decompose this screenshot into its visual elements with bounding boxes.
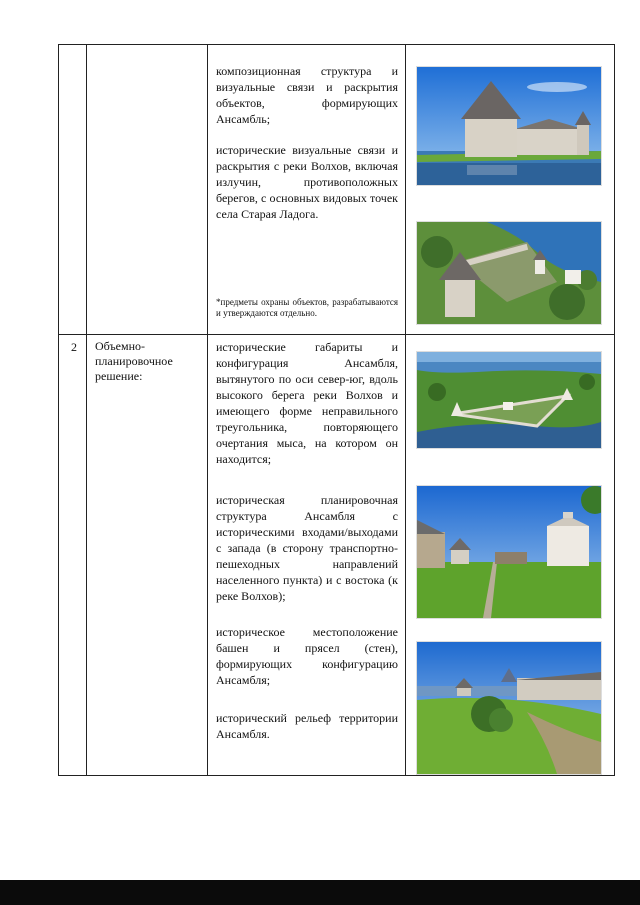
row-label bbox=[87, 45, 208, 335]
photo-cell bbox=[406, 45, 615, 335]
aerial-fortress-photo bbox=[416, 221, 602, 325]
paragraph: историческая планировочная структура Ансамбля с историческими входами/выходами с запада (в сторону транспортно-пешеходных направлений населенного пункта) и с востока (к реке Волхов); bbox=[216, 493, 398, 603]
row-number bbox=[59, 45, 87, 335]
paragraph: исторические габариты и конфигурация Ансамбля, вытянутого по оси север-юг, вдоль высокого берега реки Волхов и имеющего форме неправильного треугольника, повторяющего очертания мыса, на котором он находится; bbox=[216, 340, 398, 466]
paragraph: историческое местоположение башен и прясел (стен), формирующих конфигурацию Ансамбля; bbox=[216, 625, 398, 687]
photo-cell bbox=[406, 335, 615, 776]
rampart-walls-photo bbox=[416, 641, 602, 775]
description-cell bbox=[208, 335, 406, 776]
footnote: *предметы охраны объектов, разрабатываются и утверждаются отдельно. bbox=[216, 297, 398, 318]
aerial-ensemble-photo bbox=[416, 351, 602, 449]
protection-subject-table bbox=[58, 44, 615, 776]
fortress-tower-photo bbox=[416, 66, 602, 186]
description-cell bbox=[208, 45, 406, 335]
paragraph: исторические визуальные связи и раскрытия с реки Волхов, включая излучин, противоположных берегов, с основных видовых точек села Старая Ладога. bbox=[216, 143, 398, 221]
row-number: 2 bbox=[59, 335, 87, 776]
paragraph: композиционная структура и визуальные связи и раскрытия объектов, формирующих Ансамбль; bbox=[216, 64, 398, 126]
paragraph: исторический рельеф территории Ансамбля. bbox=[216, 711, 398, 741]
table-row bbox=[59, 45, 615, 335]
scan-bottom-edge bbox=[0, 880, 640, 905]
row-label: Объемно-планировочное решение: bbox=[87, 335, 208, 776]
table-row bbox=[59, 335, 615, 776]
courtyard-church-photo bbox=[416, 485, 602, 619]
